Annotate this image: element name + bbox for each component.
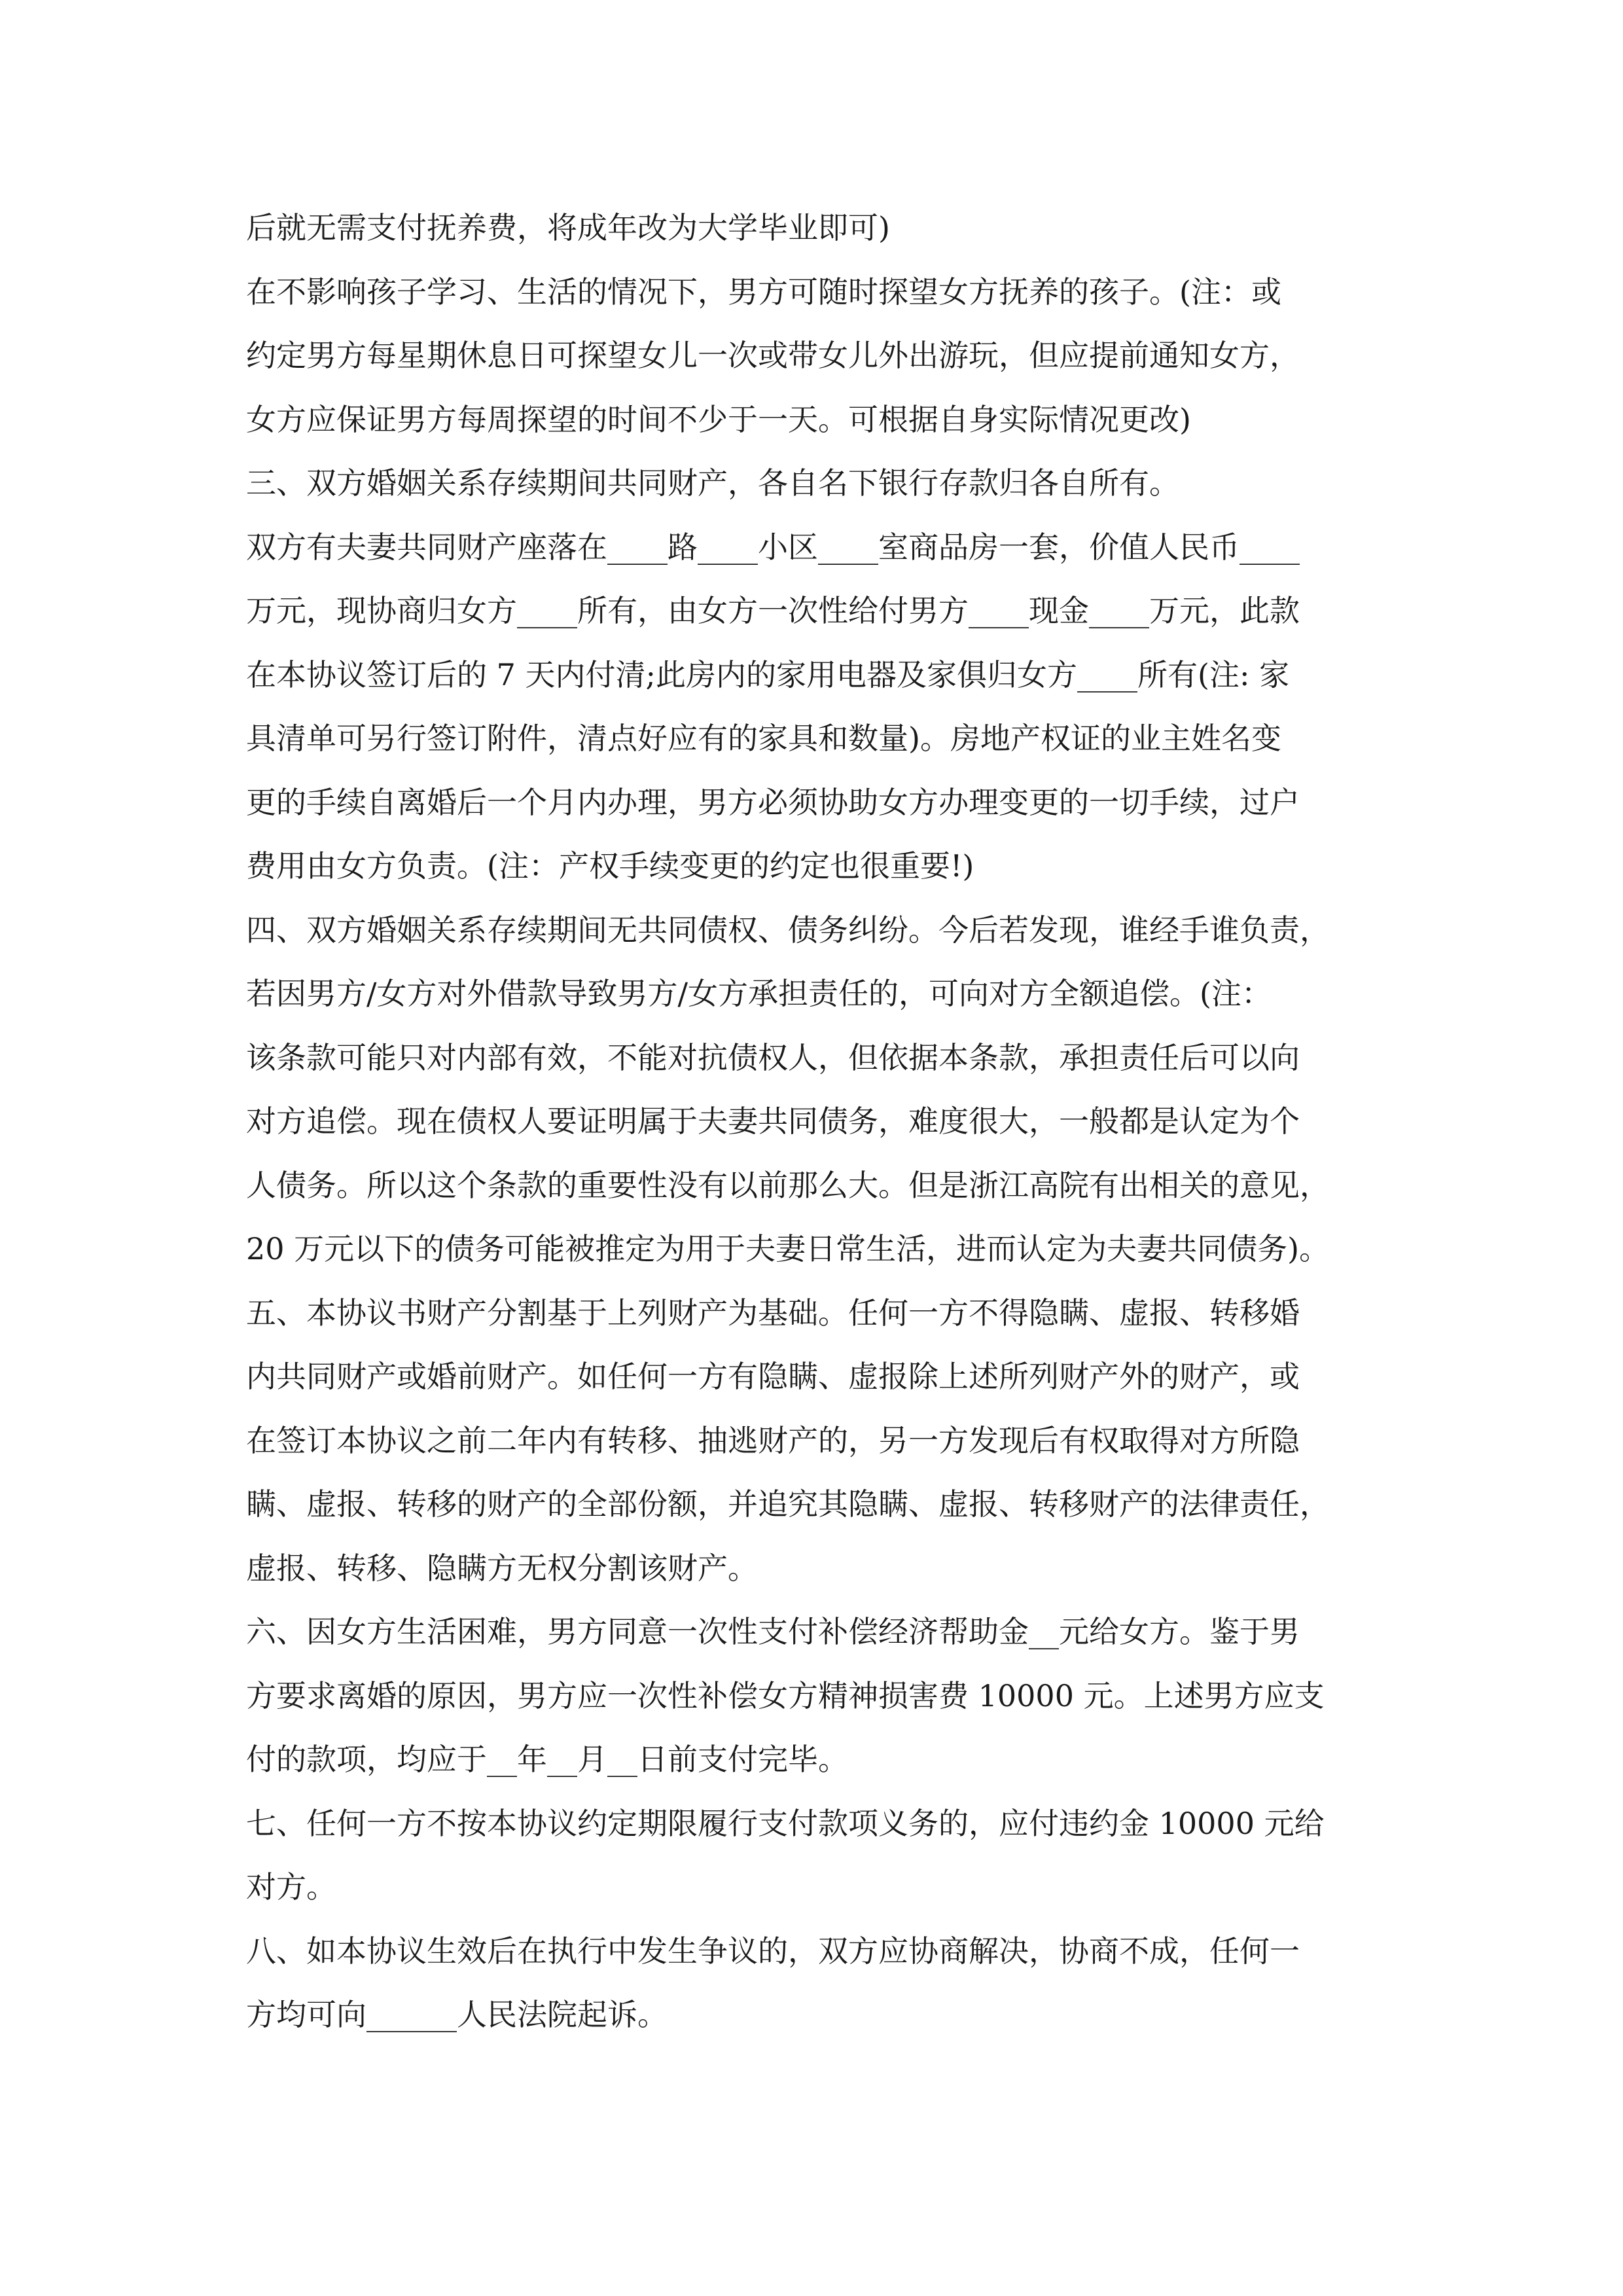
text-line: 瞒、虚报、转移的财产的全部份额，并追究其隐瞒、虚报、转移财产的法律责任， <box>246 1486 1330 1522</box>
text-line: 七、任何一方不按本协议约定期限履行支付款项义务的，应付违约金 10000 元给 <box>246 1805 1325 1841</box>
text-line: 付的款项，均应于__年__月__日前支付完毕。 <box>246 1742 848 1777</box>
text-line: 费用由女方负责。(注：产权手续变更的约定也很重要!) <box>246 848 974 884</box>
text-line: 更的手续自离婚后一个月内办理，男方必须协助女方办理变更的一切手续，过户 <box>246 784 1300 820</box>
text-line: 该条款可能只对内部有效，不能对抗债权人，但依据本条款，承担责任后可以向 <box>246 1039 1300 1075</box>
text-line: 20 万元以下的债务可能被推定为用于夫妻日常生活，进而认定为夫妻共同债务)。 <box>246 1231 1330 1266</box>
text-line: 五、本协议书财产分割基于上列财产为基础。任何一方不得隐瞒、虚报、转移婚 <box>246 1295 1300 1331</box>
text-line: 对方追偿。现在债权人要证明属于夫妻共同债务，难度很大，一般都是认定为个 <box>246 1103 1300 1139</box>
text-line: 在本协议签订后的 7 天内付清;此房内的家用电器及家俱归女方____所有(注: 家 <box>246 656 1290 692</box>
text-line: 六、因女方生活困难，男方同意一次性支付补偿经济帮助金__元给女方。鉴于男 <box>246 1614 1300 1649</box>
text-line: 具清单可另行签订附件，清点好应有的家具和数量)。房地产权证的业主姓名变 <box>246 721 1281 756</box>
text-line: 方要求离婚的原因，男方应一次性补偿女方精神损害费 10000 元。上述男方应支 <box>246 1677 1325 1713</box>
text-line: 三、双方婚姻关系存续期间共同财产，各自名下银行存款归各自所有。 <box>246 465 1179 501</box>
text-line: 女方应保证男方每周探望的时间不少于一天。可根据自身实际情况更改) <box>246 401 1191 437</box>
text-line: 对方。 <box>246 1869 336 1905</box>
text-line: 后就无需支付抚养费，将成年改为大学毕业即可) <box>246 210 890 245</box>
text-line: 双方有夫妻共同财产座落在____路____小区____室商品房一套，价值人民币____ <box>246 529 1300 565</box>
text-line: 在不影响孩子学习、生活的情况下，男方可随时探望女方抚养的孩子。(注：或 <box>246 274 1281 310</box>
text-line: 八、如本协议生效后在执行中发生争议的，双方应协商解决，协商不成，任何一 <box>246 1933 1300 1969</box>
text-line: 四、双方婚姻关系存续期间无共同债权、债务纠纷。今后若发现，谁经手谁负责， <box>246 912 1330 948</box>
text-line: 万元，现协商归女方____所有，由女方一次性给付男方____现金____万元，此款 <box>246 593 1300 628</box>
agreement-body-text <box>246 196 1398 2047</box>
text-line: 约定男方每星期休息日可探望女儿一次或带女儿外出游玩，但应提前通知女方， <box>246 338 1300 373</box>
text-line: 虚报、转移、隐瞒方无权分割该财产。 <box>246 1550 758 1586</box>
text-line: 方均可向______人民法院起诉。 <box>246 1997 668 2032</box>
text-line: 内共同财产或婚前财产。如任何一方有隐瞒、虚报除上述所列财产外的财产，或 <box>246 1359 1300 1394</box>
text-line: 人债务。所以这个条款的重要性没有以前那么大。但是浙江高院有出相关的意见， <box>246 1167 1330 1203</box>
text-line: 若因男方/女方对外借款导致男方/女方承担责任的，可向对方全额追偿。(注： <box>246 976 1272 1011</box>
text-line: 在签订本协议之前二年内有转移、抽逃财产的，另一方发现后有权取得对方所隐 <box>246 1422 1300 1458</box>
